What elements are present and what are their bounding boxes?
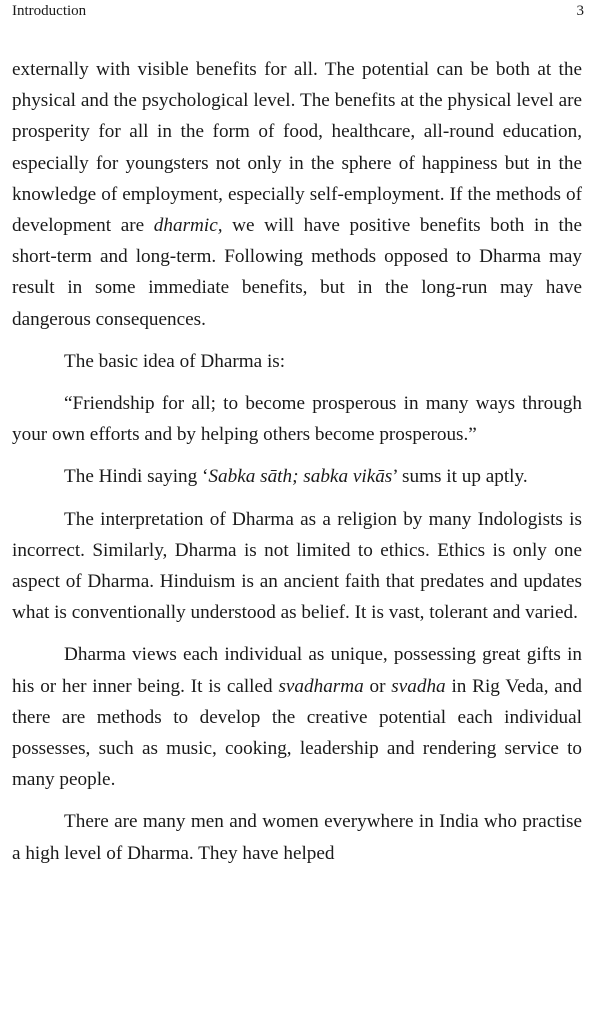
text-run: or — [363, 675, 392, 697]
italic-term-svadharma: svadharma — [278, 675, 364, 697]
text-run: The Hindi saying ‘ — [64, 466, 209, 488]
chapter-title: Introduction — [12, 3, 87, 19]
paragraph-interpretation: The interpretation of Dharma as a religion by many Indologists is incorrect. Similarly, Dharma is not limited to ethics. Ethics is only one aspect of Dharma. Hinduism is an ancient faith that predates and updates what is conventionally understood as belief. It is vast, tolerant and varied. — [12, 508, 582, 624]
text-run: we will have positive benefits both in the short-term and long-term. Following methods opposed to Dharma may result in some immediate benefits, but in the long-run may have dangerous consequences. — [12, 215, 583, 330]
paragraph-svadharma — [12, 639, 582, 795]
paragraph-quote: “Friendship for all; to become prosperous in many ways through your own efforts and by helping others become prosperous.” — [12, 393, 582, 446]
text-run: externally with visible benefits for all. The potential can be both at the physical and the psychological level. The benefits at the physical level are prosperity for all in the form of food, healthcare, all-round education, especially for youngsters not only in the sphere of happiness but in the knowledge of employment, especially self-employment. If the methods of development are — [12, 59, 582, 237]
paragraph-basic-idea: The basic idea of Dharma is: — [64, 350, 286, 372]
text-run: Dharma views each individual as unique, possessing great gifts in his or her inner being. It is called — [12, 644, 582, 697]
paragraph-practitioners: There are many men and women everywhere in India who practise a high level of Dharma. They have helped — [12, 811, 582, 864]
paragraph-continuation — [12, 54, 582, 335]
paragraph-hindi-saying — [12, 461, 582, 492]
italic-term-dharmic: dharmic, — [153, 215, 223, 237]
italic-term-svadha: svadha — [391, 675, 446, 697]
italic-hindi-phrase: Sabka sāth; sabka vikās — [208, 466, 393, 488]
text-run: ’ sums it up aptly. — [392, 466, 528, 488]
page-number: 3 — [576, 3, 584, 19]
body-text — [12, 54, 582, 869]
running-header — [12, 3, 584, 21]
text-run: in Rig Veda, and there are methods to develop the creative potential each individual possesses, such as music, cooking, leadership and rendering service to many people. — [12, 675, 582, 791]
